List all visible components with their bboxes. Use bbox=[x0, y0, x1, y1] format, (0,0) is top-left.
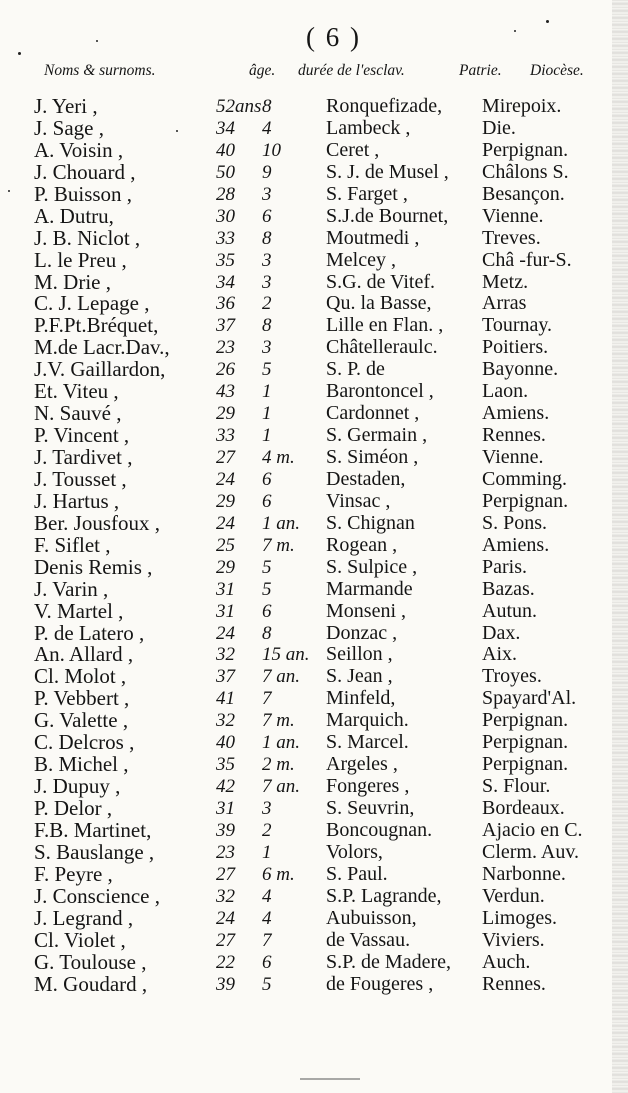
list-item bbox=[0, 620, 628, 645]
entry-homeland: S. Paul. bbox=[326, 862, 388, 885]
entry-homeland: Lille en Flan. , bbox=[326, 314, 444, 337]
entry-diocese: Châlons S. bbox=[482, 160, 569, 183]
entry-age: 32 bbox=[216, 644, 235, 666]
list-item bbox=[0, 666, 628, 688]
entry-diocese: Die. bbox=[482, 116, 516, 139]
entry-homeland: Vinsac , bbox=[326, 489, 391, 512]
entry-age: 31 bbox=[216, 798, 235, 819]
entry-age: 24 bbox=[216, 468, 235, 490]
entry-diocese: Rennes. bbox=[482, 424, 546, 447]
header-age: âge. bbox=[249, 62, 276, 79]
list-item bbox=[0, 96, 628, 118]
entry-name: J. B. Niclot , bbox=[34, 225, 141, 250]
entry-diocese: Viviers. bbox=[482, 928, 545, 951]
entry-age: 39 bbox=[216, 819, 235, 841]
entry-age: 35 bbox=[216, 249, 235, 271]
entry-diocese: Limoges. bbox=[482, 906, 557, 929]
entry-age: 33 bbox=[216, 425, 235, 447]
entry-duration: 7 an. bbox=[262, 666, 300, 688]
entry-diocese: Bordeaux. bbox=[482, 797, 565, 819]
entry-homeland: S. J. de Musel , bbox=[326, 160, 449, 183]
entry-duration: 6 bbox=[262, 468, 272, 490]
list-item bbox=[0, 598, 628, 623]
entry-diocese: S. Pons. bbox=[482, 511, 548, 534]
list-item bbox=[0, 971, 628, 996]
header-homeland: Patrie. bbox=[459, 62, 502, 79]
entry-name: F.B. Martinet, bbox=[34, 817, 152, 842]
entry-diocese: Mirepoix. bbox=[482, 95, 562, 117]
list-item bbox=[0, 359, 628, 381]
entry-age: 40 bbox=[216, 139, 235, 161]
list-item bbox=[0, 466, 628, 491]
entry-name: P. Delor , bbox=[34, 796, 113, 820]
entry-name: J. Hartus , bbox=[34, 488, 120, 513]
list-item bbox=[0, 115, 628, 140]
entry-diocese: Vienne. bbox=[482, 446, 544, 468]
entry-age: 35 bbox=[216, 754, 235, 776]
entry-homeland: S. Marcel. bbox=[326, 731, 409, 754]
entry-duration: 3 bbox=[262, 249, 272, 271]
list-item bbox=[0, 688, 628, 710]
entry-age: 31 bbox=[216, 600, 235, 622]
entry-name: A. Dutru, bbox=[34, 203, 114, 228]
entry-diocese: Perpignan. bbox=[482, 138, 569, 161]
entry-name: G. Valette , bbox=[34, 708, 129, 733]
entry-duration: 8 bbox=[262, 622, 272, 644]
entry-name: C. Delcros , bbox=[34, 730, 135, 755]
entry-age: 37 bbox=[216, 315, 235, 337]
entry-name: J. Varin , bbox=[34, 576, 109, 601]
list-item bbox=[0, 247, 628, 272]
entry-homeland: Lambeck , bbox=[326, 116, 411, 139]
entry-age: 37 bbox=[216, 666, 235, 688]
entry-age: 23 bbox=[216, 841, 235, 863]
entry-age: 39 bbox=[216, 973, 235, 995]
entry-name: F. Siflet , bbox=[34, 532, 111, 557]
entry-diocese: Ajacio en C. bbox=[482, 818, 583, 841]
entry-name: P. Buisson , bbox=[34, 181, 133, 206]
list-item bbox=[0, 225, 628, 250]
list-item bbox=[0, 447, 628, 469]
ink-speck bbox=[18, 52, 21, 55]
entry-homeland: Ceret , bbox=[326, 138, 380, 161]
entry-duration: 4 m. bbox=[262, 447, 295, 468]
entry-name: L. le Preu , bbox=[34, 247, 127, 272]
entry-homeland: S. P. de bbox=[326, 358, 385, 381]
entry-homeland: S. Farget , bbox=[326, 182, 408, 205]
entry-diocese: Besançon. bbox=[482, 182, 565, 205]
list-item bbox=[0, 293, 628, 315]
entry-diocese: Rennes. bbox=[482, 972, 546, 995]
entry-homeland: Argeles , bbox=[326, 753, 398, 776]
entry-age: 31 bbox=[216, 578, 235, 600]
entry-age: 29 bbox=[216, 556, 235, 578]
entry-name: M.de Lacr.Dav., bbox=[34, 335, 170, 360]
entry-duration: 2 m. bbox=[262, 754, 295, 776]
entry-homeland: S. Sulpice , bbox=[326, 555, 418, 578]
entry-name: Cl. Violet , bbox=[34, 927, 126, 952]
entry-name: M. Drie , bbox=[34, 269, 111, 294]
entry-age: 52ans bbox=[216, 96, 262, 117]
list-item bbox=[0, 181, 628, 206]
ink-speck bbox=[96, 40, 98, 42]
entry-age: 32 bbox=[216, 710, 235, 732]
entry-diocese: Bazas. bbox=[482, 577, 535, 600]
entry-age: 30 bbox=[216, 205, 235, 227]
entry-duration: 5 bbox=[262, 556, 272, 578]
entry-duration: 1 an. bbox=[262, 732, 300, 754]
entry-age: 42 bbox=[216, 776, 235, 798]
entry-duration: 10 bbox=[262, 139, 281, 161]
entry-diocese: Bayonne. bbox=[482, 358, 559, 381]
entry-age: 25 bbox=[216, 534, 235, 556]
entry-homeland: Minfeld, bbox=[326, 687, 396, 710]
entry-name: Denis Remis , bbox=[34, 554, 153, 579]
entry-age: 32 bbox=[216, 885, 235, 907]
entry-homeland: Marquich. bbox=[326, 709, 409, 732]
entry-diocese: Perpignan. bbox=[482, 709, 569, 732]
entry-diocese: Verdun. bbox=[482, 884, 545, 907]
entry-duration: 8 bbox=[262, 315, 272, 337]
entry-duration: 1 bbox=[262, 425, 272, 447]
header-diocese: Diocèse. bbox=[530, 62, 584, 79]
entry-homeland: Boncougnan. bbox=[326, 818, 433, 841]
entry-age: 27 bbox=[216, 447, 235, 468]
entry-diocese: S. Flour. bbox=[482, 775, 551, 798]
entry-diocese: Amiens. bbox=[482, 402, 550, 425]
entry-homeland: S. Germain , bbox=[326, 424, 428, 447]
entry-diocese: Autun. bbox=[482, 599, 537, 622]
list-item bbox=[0, 927, 628, 952]
entry-diocese: Tournay. bbox=[482, 314, 553, 337]
entry-age: 43 bbox=[216, 381, 235, 403]
entry-duration: 2 bbox=[262, 293, 272, 315]
entry-age: 27 bbox=[216, 929, 235, 951]
entry-age: 33 bbox=[216, 227, 235, 249]
entry-diocese: Châ -fur-S. bbox=[482, 248, 572, 271]
entry-homeland: Volors, bbox=[326, 840, 383, 863]
entry-duration: 7 bbox=[262, 929, 272, 951]
list-item bbox=[0, 381, 628, 403]
entry-diocese: Comming. bbox=[482, 467, 568, 490]
entry-diocese: Troyes. bbox=[482, 665, 542, 688]
entry-homeland: S. Chignan bbox=[326, 511, 415, 534]
entry-diocese: Metz. bbox=[482, 270, 529, 293]
entry-homeland: S.P. Lagrande, bbox=[326, 884, 442, 907]
entry-name: G. Toulouse , bbox=[34, 949, 147, 974]
entry-diocese: Aix. bbox=[482, 643, 517, 666]
entry-duration: 1 bbox=[262, 381, 272, 403]
entry-name: J. Conscience , bbox=[34, 883, 160, 908]
entry-duration: 6 bbox=[262, 600, 272, 622]
entry-duration: 9 bbox=[262, 161, 272, 183]
entry-age: 29 bbox=[216, 403, 235, 425]
list-item bbox=[0, 883, 628, 908]
list-item bbox=[0, 732, 628, 754]
list-item bbox=[0, 949, 628, 974]
page-number: ( 6 ) bbox=[306, 22, 361, 52]
entry-name: J. Dupuy , bbox=[34, 774, 121, 799]
entry-duration: 4 bbox=[262, 117, 272, 139]
entry-diocese: Laon. bbox=[482, 380, 529, 403]
entry-name: A. Voisin , bbox=[34, 137, 124, 162]
list-item bbox=[0, 532, 628, 557]
list-item bbox=[0, 817, 628, 842]
list-item bbox=[0, 403, 628, 425]
entry-name: P.F.Pt.Bréquet, bbox=[34, 313, 159, 338]
entry-age: 41 bbox=[216, 688, 235, 710]
list-item bbox=[0, 839, 628, 864]
entry-duration: 7 an. bbox=[262, 776, 300, 798]
entry-homeland: Barontoncel , bbox=[326, 380, 434, 403]
entry-duration: 7 m. bbox=[262, 534, 295, 556]
entry-homeland: Qu. la Basse, bbox=[326, 292, 432, 315]
entry-age: 28 bbox=[216, 183, 235, 205]
entry-homeland: Châtelleraulc. bbox=[326, 336, 438, 359]
entry-duration: 7 bbox=[262, 688, 272, 710]
list-item bbox=[0, 754, 628, 776]
list-item bbox=[0, 644, 628, 666]
entry-homeland: de Vassau. bbox=[326, 928, 411, 951]
entry-name: J. Tardivet , bbox=[34, 445, 133, 469]
entry-duration: 8 bbox=[262, 227, 272, 249]
entry-name: J.V. Gaillardon, bbox=[34, 357, 166, 382]
entry-name: J. Yeri , bbox=[34, 94, 98, 118]
entry-name: Cl. Molot , bbox=[34, 664, 127, 689]
entry-age: 40 bbox=[216, 732, 235, 754]
ink-speck bbox=[514, 30, 516, 32]
entry-diocese: Poitiers. bbox=[482, 336, 549, 359]
entry-duration: 7 m. bbox=[262, 710, 295, 732]
entry-name: B. Michel , bbox=[34, 752, 129, 777]
entry-name: J. Tousset , bbox=[34, 466, 127, 491]
entry-duration: 3 bbox=[262, 183, 272, 205]
entry-homeland: S.G. de Vitef. bbox=[326, 270, 435, 293]
entry-homeland: de Fougeres , bbox=[326, 972, 434, 995]
entry-homeland: S.J.de Bournet, bbox=[326, 204, 449, 227]
entry-homeland: S. Jean , bbox=[326, 665, 393, 688]
entry-homeland: Donzac , bbox=[326, 621, 398, 644]
list-item bbox=[0, 510, 628, 535]
entry-homeland: Marmande bbox=[326, 577, 413, 600]
entry-name: S. Bauslange , bbox=[34, 839, 155, 864]
entry-name: J. Legrand , bbox=[34, 905, 134, 930]
entry-name: P. Vebbert , bbox=[34, 686, 130, 711]
entry-duration: 3 bbox=[262, 337, 272, 359]
entry-homeland: Melcey , bbox=[326, 248, 396, 271]
list-item bbox=[0, 488, 628, 513]
entry-diocese: Paris. bbox=[482, 555, 527, 578]
entry-age: 34 bbox=[216, 271, 235, 293]
entry-age: 23 bbox=[216, 337, 235, 359]
entry-name: C. J. Lepage , bbox=[34, 291, 150, 316]
list-item bbox=[0, 203, 628, 228]
list-item bbox=[0, 776, 628, 798]
entry-name: V. Martel , bbox=[34, 598, 124, 623]
list-item bbox=[0, 337, 628, 359]
entry-duration: 5 bbox=[262, 578, 272, 600]
list-item bbox=[0, 861, 628, 886]
entry-age: 22 bbox=[216, 951, 235, 973]
list-item bbox=[0, 710, 628, 732]
entry-age: 34 bbox=[216, 117, 235, 139]
entry-duration: 1 bbox=[262, 403, 272, 425]
list-item bbox=[0, 905, 628, 930]
entry-homeland: Rogean , bbox=[326, 533, 398, 556]
entry-duration: 8 bbox=[262, 96, 272, 117]
entry-age: 50 bbox=[216, 161, 235, 183]
entry-duration: 15 an. bbox=[262, 644, 310, 666]
entry-diocese: Narbonne. bbox=[482, 862, 566, 885]
list-item bbox=[0, 269, 628, 294]
entry-name: P. Vincent , bbox=[34, 423, 130, 448]
ink-speck bbox=[546, 20, 549, 23]
entry-duration: 6 bbox=[262, 951, 272, 973]
entry-diocese: Dax. bbox=[482, 621, 521, 644]
entry-homeland: Moutmedi , bbox=[326, 226, 420, 249]
entry-duration: 1 an. bbox=[262, 512, 300, 534]
entry-name: N. Sauvé , bbox=[34, 401, 122, 426]
list-item bbox=[0, 554, 628, 579]
entry-homeland: Seillon , bbox=[326, 643, 393, 666]
entry-diocese: Arras bbox=[482, 292, 527, 315]
entry-diocese: Perpignan. bbox=[482, 731, 569, 754]
entry-homeland: S. Siméon , bbox=[326, 446, 419, 468]
entry-age: 27 bbox=[216, 863, 235, 885]
entry-duration: 5 bbox=[262, 359, 272, 381]
entry-name: P. de Latero , bbox=[34, 620, 145, 645]
entry-duration: 6 m. bbox=[262, 863, 295, 885]
entry-name: M. Goudard , bbox=[34, 971, 148, 996]
entry-name: J. Sage , bbox=[34, 115, 104, 140]
entry-age: 26 bbox=[216, 359, 235, 381]
list-item bbox=[0, 315, 628, 337]
entry-homeland: S. Seuvrin, bbox=[326, 797, 415, 819]
entry-age: 24 bbox=[216, 622, 235, 644]
page-foot-mark bbox=[300, 1078, 360, 1080]
entry-homeland: Fongeres , bbox=[326, 775, 410, 798]
entry-duration: 4 bbox=[262, 885, 272, 907]
entry-age: 29 bbox=[216, 490, 235, 512]
list-item bbox=[0, 425, 628, 447]
column-header-row bbox=[44, 62, 618, 86]
captive-list bbox=[0, 96, 628, 995]
header-duration: durée de l'esclav. bbox=[298, 62, 405, 79]
entry-homeland: Ronquefizade, bbox=[326, 95, 443, 117]
entry-name: An. Allard , bbox=[34, 642, 134, 667]
entry-age: 36 bbox=[216, 293, 235, 315]
entry-duration: 4 bbox=[262, 907, 272, 929]
entry-duration: 3 bbox=[262, 271, 272, 293]
entry-duration: 2 bbox=[262, 819, 272, 841]
entry-diocese: Perpignan. bbox=[482, 489, 569, 512]
entry-diocese: Amiens. bbox=[482, 533, 550, 556]
entry-diocese: Treves. bbox=[482, 226, 541, 249]
entry-homeland: Cardonnet , bbox=[326, 402, 420, 425]
entry-duration: 6 bbox=[262, 490, 272, 512]
list-item bbox=[0, 159, 628, 184]
entry-name: Ber. Jousfoux , bbox=[34, 510, 160, 535]
entry-homeland: Destaden, bbox=[326, 467, 406, 490]
entry-duration: 3 bbox=[262, 798, 272, 819]
entry-diocese: Vienne. bbox=[482, 204, 544, 227]
entry-diocese: Auch. bbox=[482, 950, 531, 973]
entry-age: 24 bbox=[216, 907, 235, 929]
entry-diocese: Spayard'Al. bbox=[482, 687, 577, 710]
entry-name: J. Chouard , bbox=[34, 159, 136, 184]
entry-diocese: Clerm. Auv. bbox=[482, 840, 580, 863]
entry-name: F. Peyre , bbox=[34, 861, 113, 886]
entry-age: 24 bbox=[216, 512, 235, 534]
entry-name: Et. Viteu , bbox=[34, 379, 119, 404]
entry-homeland: S.P. de Madere, bbox=[326, 950, 451, 973]
entry-homeland: Monseni , bbox=[326, 599, 406, 622]
header-names: Noms & surnoms. bbox=[44, 62, 156, 79]
list-item bbox=[0, 798, 628, 820]
entry-duration: 1 bbox=[262, 841, 272, 863]
entry-duration: 6 bbox=[262, 205, 272, 227]
entry-diocese: Perpignan. bbox=[482, 753, 569, 776]
list-item bbox=[0, 576, 628, 601]
entry-homeland: Aubuisson, bbox=[326, 906, 417, 929]
entry-duration: 5 bbox=[262, 973, 272, 995]
list-item bbox=[0, 137, 628, 162]
